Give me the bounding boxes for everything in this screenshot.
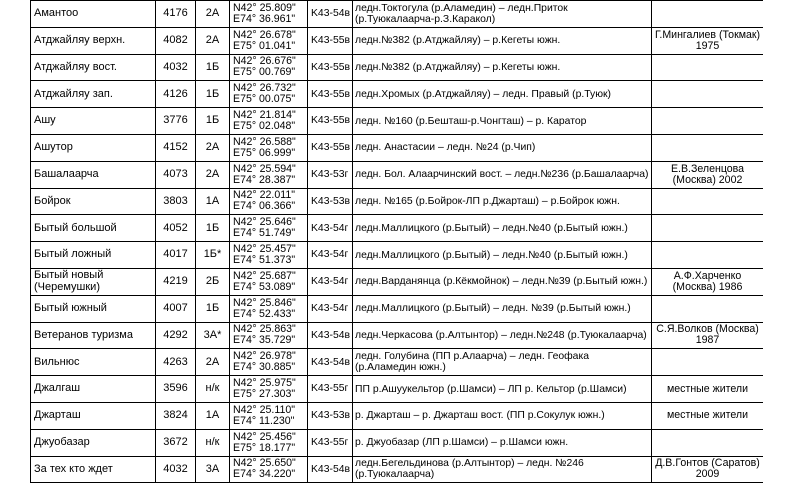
table-row — [31, 429, 764, 456]
category-cell: 2Б — [196, 268, 230, 295]
altitude-cell: 4017 — [156, 242, 196, 269]
coordinates-cell — [230, 268, 308, 295]
table-row — [31, 27, 764, 54]
latitude: N42° 25.809" — [233, 1, 296, 14]
coordinates-cell — [230, 402, 308, 429]
table-row — [31, 161, 764, 188]
route-cell: ПП р.Ашуукельтор (р.Шамси) – ЛП р. Кельтор (р.Шамси) — [353, 376, 652, 403]
route-cell: ледн. Бол. Алаарчинский вост. – ледн.№236 (р.Башалаарча) — [353, 161, 652, 188]
latitude: N42° 21.814" — [233, 109, 296, 122]
first-ascent-cell — [652, 188, 764, 215]
longitude: E74° 36.961" — [233, 12, 296, 25]
first-ascent-cell: Д.В.Гонтов (Саратов) 2009 — [652, 456, 764, 483]
coordinates-cell — [230, 1, 308, 28]
map-sheet-cell: K43-53г — [308, 161, 353, 188]
longitude: E74° 51.749" — [233, 227, 296, 240]
first-ascent-cell: Е.В.Зеленцова (Москва) 2002 — [652, 161, 764, 188]
first-ascent-cell — [652, 429, 764, 456]
category-cell: 2А — [196, 1, 230, 28]
coordinates-cell — [230, 322, 308, 349]
map-sheet-cell: K43-55в — [308, 108, 353, 135]
latitude: N42° 26.676" — [233, 55, 296, 68]
table-row — [31, 134, 764, 161]
map-sheet-cell: K43-55в — [308, 134, 353, 161]
category-cell: 3А* — [196, 322, 230, 349]
table-row — [31, 108, 764, 135]
route-cell: р. Джарташ – р. Джарташ вост. (ПП р.Сокулук южн.) — [353, 402, 652, 429]
longitude: E74° 30.885" — [233, 361, 296, 374]
longitude: E75° 27.303" — [233, 388, 296, 401]
category-cell: н/к — [196, 376, 230, 403]
pass-name-cell: Бытый южный — [31, 295, 156, 322]
latitude: N42° 25.846" — [233, 296, 296, 309]
latitude: N42° 26.732" — [233, 82, 296, 95]
route-cell: ледн.Маллицкого (р.Бытый) – ледн.№40 (р.Бытый южн.) — [353, 242, 652, 269]
latitude: N42° 26.978" — [233, 350, 296, 363]
coordinates-cell — [230, 215, 308, 242]
pass-name-cell: Амантоо — [31, 1, 156, 28]
longitude: E74° 51.373" — [233, 254, 296, 267]
map-sheet-cell: K43-54г — [308, 295, 353, 322]
latitude: N42° 25.110" — [233, 403, 295, 416]
map-sheet-cell: K43-54г — [308, 242, 353, 269]
coordinates-cell — [230, 295, 308, 322]
longitude: E74° 28.387" — [233, 173, 296, 186]
latitude: N42° 25.975" — [233, 377, 296, 390]
table-row — [31, 242, 764, 269]
category-cell: 1Б — [196, 54, 230, 81]
map-sheet-cell: K43-55в — [308, 81, 353, 108]
coordinates-cell — [230, 27, 308, 54]
map-sheet-cell: K43-55г — [308, 376, 353, 403]
pass-name-cell: Джарташ — [31, 402, 156, 429]
table-row — [31, 81, 764, 108]
table-row — [31, 402, 764, 429]
category-cell: 1Б — [196, 295, 230, 322]
pass-catalog-page — [30, 0, 763, 491]
pass-name-cell: Атджайляу верхн. — [31, 27, 156, 54]
longitude: E74° 11.230" — [233, 414, 295, 427]
latitude: N42° 26.678" — [233, 28, 296, 41]
category-cell: 2А — [196, 349, 230, 376]
pass-name-cell: Бытый большой — [31, 215, 156, 242]
coordinates-cell — [230, 54, 308, 81]
longitude: E75° 06.999" — [233, 146, 296, 159]
coordinates-cell — [230, 161, 308, 188]
map-sheet-cell: K43-53в — [308, 402, 353, 429]
map-sheet-cell: K43-54в — [308, 456, 353, 483]
first-ascent-cell — [652, 54, 764, 81]
first-ascent-cell — [652, 242, 764, 269]
category-cell: 1Б* — [196, 242, 230, 269]
altitude-cell: 4263 — [156, 349, 196, 376]
route-cell: ледн. Анастасии – ледн. №24 (р.Чип) — [353, 134, 652, 161]
coordinates-cell — [230, 429, 308, 456]
route-cell: ледн.Бегельдинова (р.Алтынтор) – ледн. №246 (р.Туюкалаарча) — [353, 456, 652, 483]
pass-name-cell: Ашутор — [31, 134, 156, 161]
longitude: E74° 52.433" — [233, 307, 296, 320]
pass-name-cell: Джалгаш — [31, 376, 156, 403]
latitude: N42° 26.588" — [233, 135, 296, 148]
coordinates-cell — [230, 456, 308, 483]
longitude: E74° 06.366" — [233, 200, 296, 213]
altitude-cell: 4052 — [156, 215, 196, 242]
category-cell: 2А — [196, 27, 230, 54]
coordinates-cell — [230, 134, 308, 161]
route-cell: ледн.№382 (р.Атджайляу) – р.Кегеты южн. — [353, 27, 652, 54]
coordinates-cell — [230, 188, 308, 215]
table-row — [31, 215, 764, 242]
altitude-cell: 3776 — [156, 108, 196, 135]
route-cell: ледн. Голубина (ПП р.Алаарча) – ледн. Геофака (р.Аламедин южн.) — [353, 349, 652, 376]
category-cell: 1Б — [196, 108, 230, 135]
map-sheet-cell: K43-53в — [308, 188, 353, 215]
map-sheet-cell: K43-55г — [308, 429, 353, 456]
altitude-cell: 4126 — [156, 81, 196, 108]
table-row — [31, 188, 764, 215]
longitude: E74° 34.220" — [233, 468, 296, 481]
map-sheet-cell: K43-55в — [308, 54, 353, 81]
altitude-cell: 3672 — [156, 429, 196, 456]
altitude-cell: 3803 — [156, 188, 196, 215]
map-sheet-cell: K43-54в — [308, 349, 353, 376]
category-cell: 3А — [196, 456, 230, 483]
latitude: N42° 25.646" — [233, 216, 296, 229]
pass-table-body — [31, 1, 764, 483]
route-cell: ледн.№382 (р.Атджайляу) – р.Кегеты южн. — [353, 54, 652, 81]
altitude-cell: 4007 — [156, 295, 196, 322]
first-ascent-cell — [652, 215, 764, 242]
coordinates-cell — [230, 376, 308, 403]
pass-name-cell: Бытый новый (Черемушки) — [31, 268, 156, 295]
first-ascent-cell: С.Я.Волков (Москва) 1987 — [652, 322, 764, 349]
route-cell: ледн.Черкасова (р.Алтынтор) – ледн.№248 (р.Туюкалаарча) — [353, 322, 652, 349]
pass-name-cell: Атджайляу вост. — [31, 54, 156, 81]
altitude-cell: 4032 — [156, 456, 196, 483]
category-cell: н/к — [196, 429, 230, 456]
pass-name-cell: За тех кто ждет — [31, 456, 156, 483]
route-cell: р. Джуобазар (ЛП р.Шамси) – р.Шамси южн. — [353, 429, 652, 456]
first-ascent-cell: А.Ф.Харченко (Москва) 1986 — [652, 268, 764, 295]
pass-name-cell: Ашу — [31, 108, 156, 135]
latitude: N42° 25.594" — [233, 162, 296, 175]
pass-name-cell: Атджайляу зап. — [31, 81, 156, 108]
altitude-cell: 3596 — [156, 376, 196, 403]
altitude-cell: 4176 — [156, 1, 196, 28]
altitude-cell: 4152 — [156, 134, 196, 161]
pass-name-cell: Джуобазар — [31, 429, 156, 456]
category-cell: 2А — [196, 134, 230, 161]
longitude: E75° 00.769" — [233, 66, 296, 79]
map-sheet-cell: K43-54г — [308, 215, 353, 242]
longitude: E75° 02.048" — [233, 120, 296, 133]
pass-name-cell: Башалаарча — [31, 161, 156, 188]
latitude: N42° 25.456" — [233, 430, 296, 443]
latitude: N42° 25.650" — [233, 457, 296, 470]
latitude: N42° 25.687" — [233, 269, 296, 282]
table-row — [31, 456, 764, 483]
latitude: N42° 25.863" — [233, 323, 296, 336]
category-cell: 1Б — [196, 215, 230, 242]
coordinates-cell — [230, 81, 308, 108]
altitude-cell: 4292 — [156, 322, 196, 349]
first-ascent-cell: местные жители — [652, 376, 764, 403]
altitude-cell: 4219 — [156, 268, 196, 295]
longitude: E75° 18.177" — [233, 441, 296, 454]
map-sheet-cell: K43-54в — [308, 1, 353, 28]
longitude: E74° 35.729" — [233, 334, 296, 347]
category-cell: 1А — [196, 188, 230, 215]
table-row — [31, 268, 764, 295]
coordinates-cell — [230, 349, 308, 376]
table-row — [31, 322, 764, 349]
map-sheet-cell: K43-54г — [308, 268, 353, 295]
route-cell: ледн. №165 (р.Бойрок-ЛП р.Джарташ) – р.Бойрок южн. — [353, 188, 652, 215]
map-sheet-cell: K43-55в — [308, 27, 353, 54]
pass-table — [30, 0, 763, 483]
first-ascent-cell — [652, 81, 764, 108]
longitude: E75° 01.041" — [233, 39, 296, 52]
pass-name-cell: Вильнюс — [31, 349, 156, 376]
route-cell: ледн.Маллицкого (р.Бытый) – ледн. №39 (р.Бытый южн.) — [353, 295, 652, 322]
first-ascent-cell — [652, 134, 764, 161]
first-ascent-cell — [652, 1, 764, 28]
first-ascent-cell — [652, 108, 764, 135]
category-cell: 1А — [196, 402, 230, 429]
table-row — [31, 349, 764, 376]
pass-name-cell: Бытый ложный — [31, 242, 156, 269]
altitude-cell: 3824 — [156, 402, 196, 429]
route-cell: ледн. №160 (р.Бешташ-р.Чонгташ) – р. Каратор — [353, 108, 652, 135]
first-ascent-cell — [652, 349, 764, 376]
route-cell: ледн.Маллицкого (р.Бытый) – ледн.№40 (р.Бытый южн.) — [353, 215, 652, 242]
table-row — [31, 1, 764, 28]
route-cell: ледн.Варданянца (р.Кёкмойнок) – ледн.№39 (р.Бытый южн.) — [353, 268, 652, 295]
pass-name-cell: Ветеранов туризма — [31, 322, 156, 349]
table-row — [31, 376, 764, 403]
route-cell: ледн.Хромых (р.Атджайляу) – ледн. Правый (р.Туюк) — [353, 81, 652, 108]
route-cell: ледн.Токтогула (р.Аламедин) – ледн.Приток (р.Туюкалаарча-р.З.Каракол) — [353, 1, 652, 28]
first-ascent-cell: местные жители — [652, 402, 764, 429]
longitude: E74° 53.089" — [233, 280, 296, 293]
coordinates-cell — [230, 242, 308, 269]
pass-name-cell: Бойрок — [31, 188, 156, 215]
table-row — [31, 295, 764, 322]
first-ascent-cell: Г.Мингалиев (Токмак) 1975 — [652, 27, 764, 54]
latitude: N42° 25.457" — [233, 243, 296, 256]
longitude: E75° 00.075" — [233, 93, 296, 106]
category-cell: 1Б — [196, 81, 230, 108]
category-cell: 2А — [196, 161, 230, 188]
altitude-cell: 4073 — [156, 161, 196, 188]
coordinates-cell — [230, 108, 308, 135]
altitude-cell: 4032 — [156, 54, 196, 81]
map-sheet-cell: K43-54в — [308, 322, 353, 349]
table-row — [31, 54, 764, 81]
altitude-cell: 4082 — [156, 27, 196, 54]
latitude: N42° 22.011" — [233, 189, 295, 202]
first-ascent-cell — [652, 295, 764, 322]
